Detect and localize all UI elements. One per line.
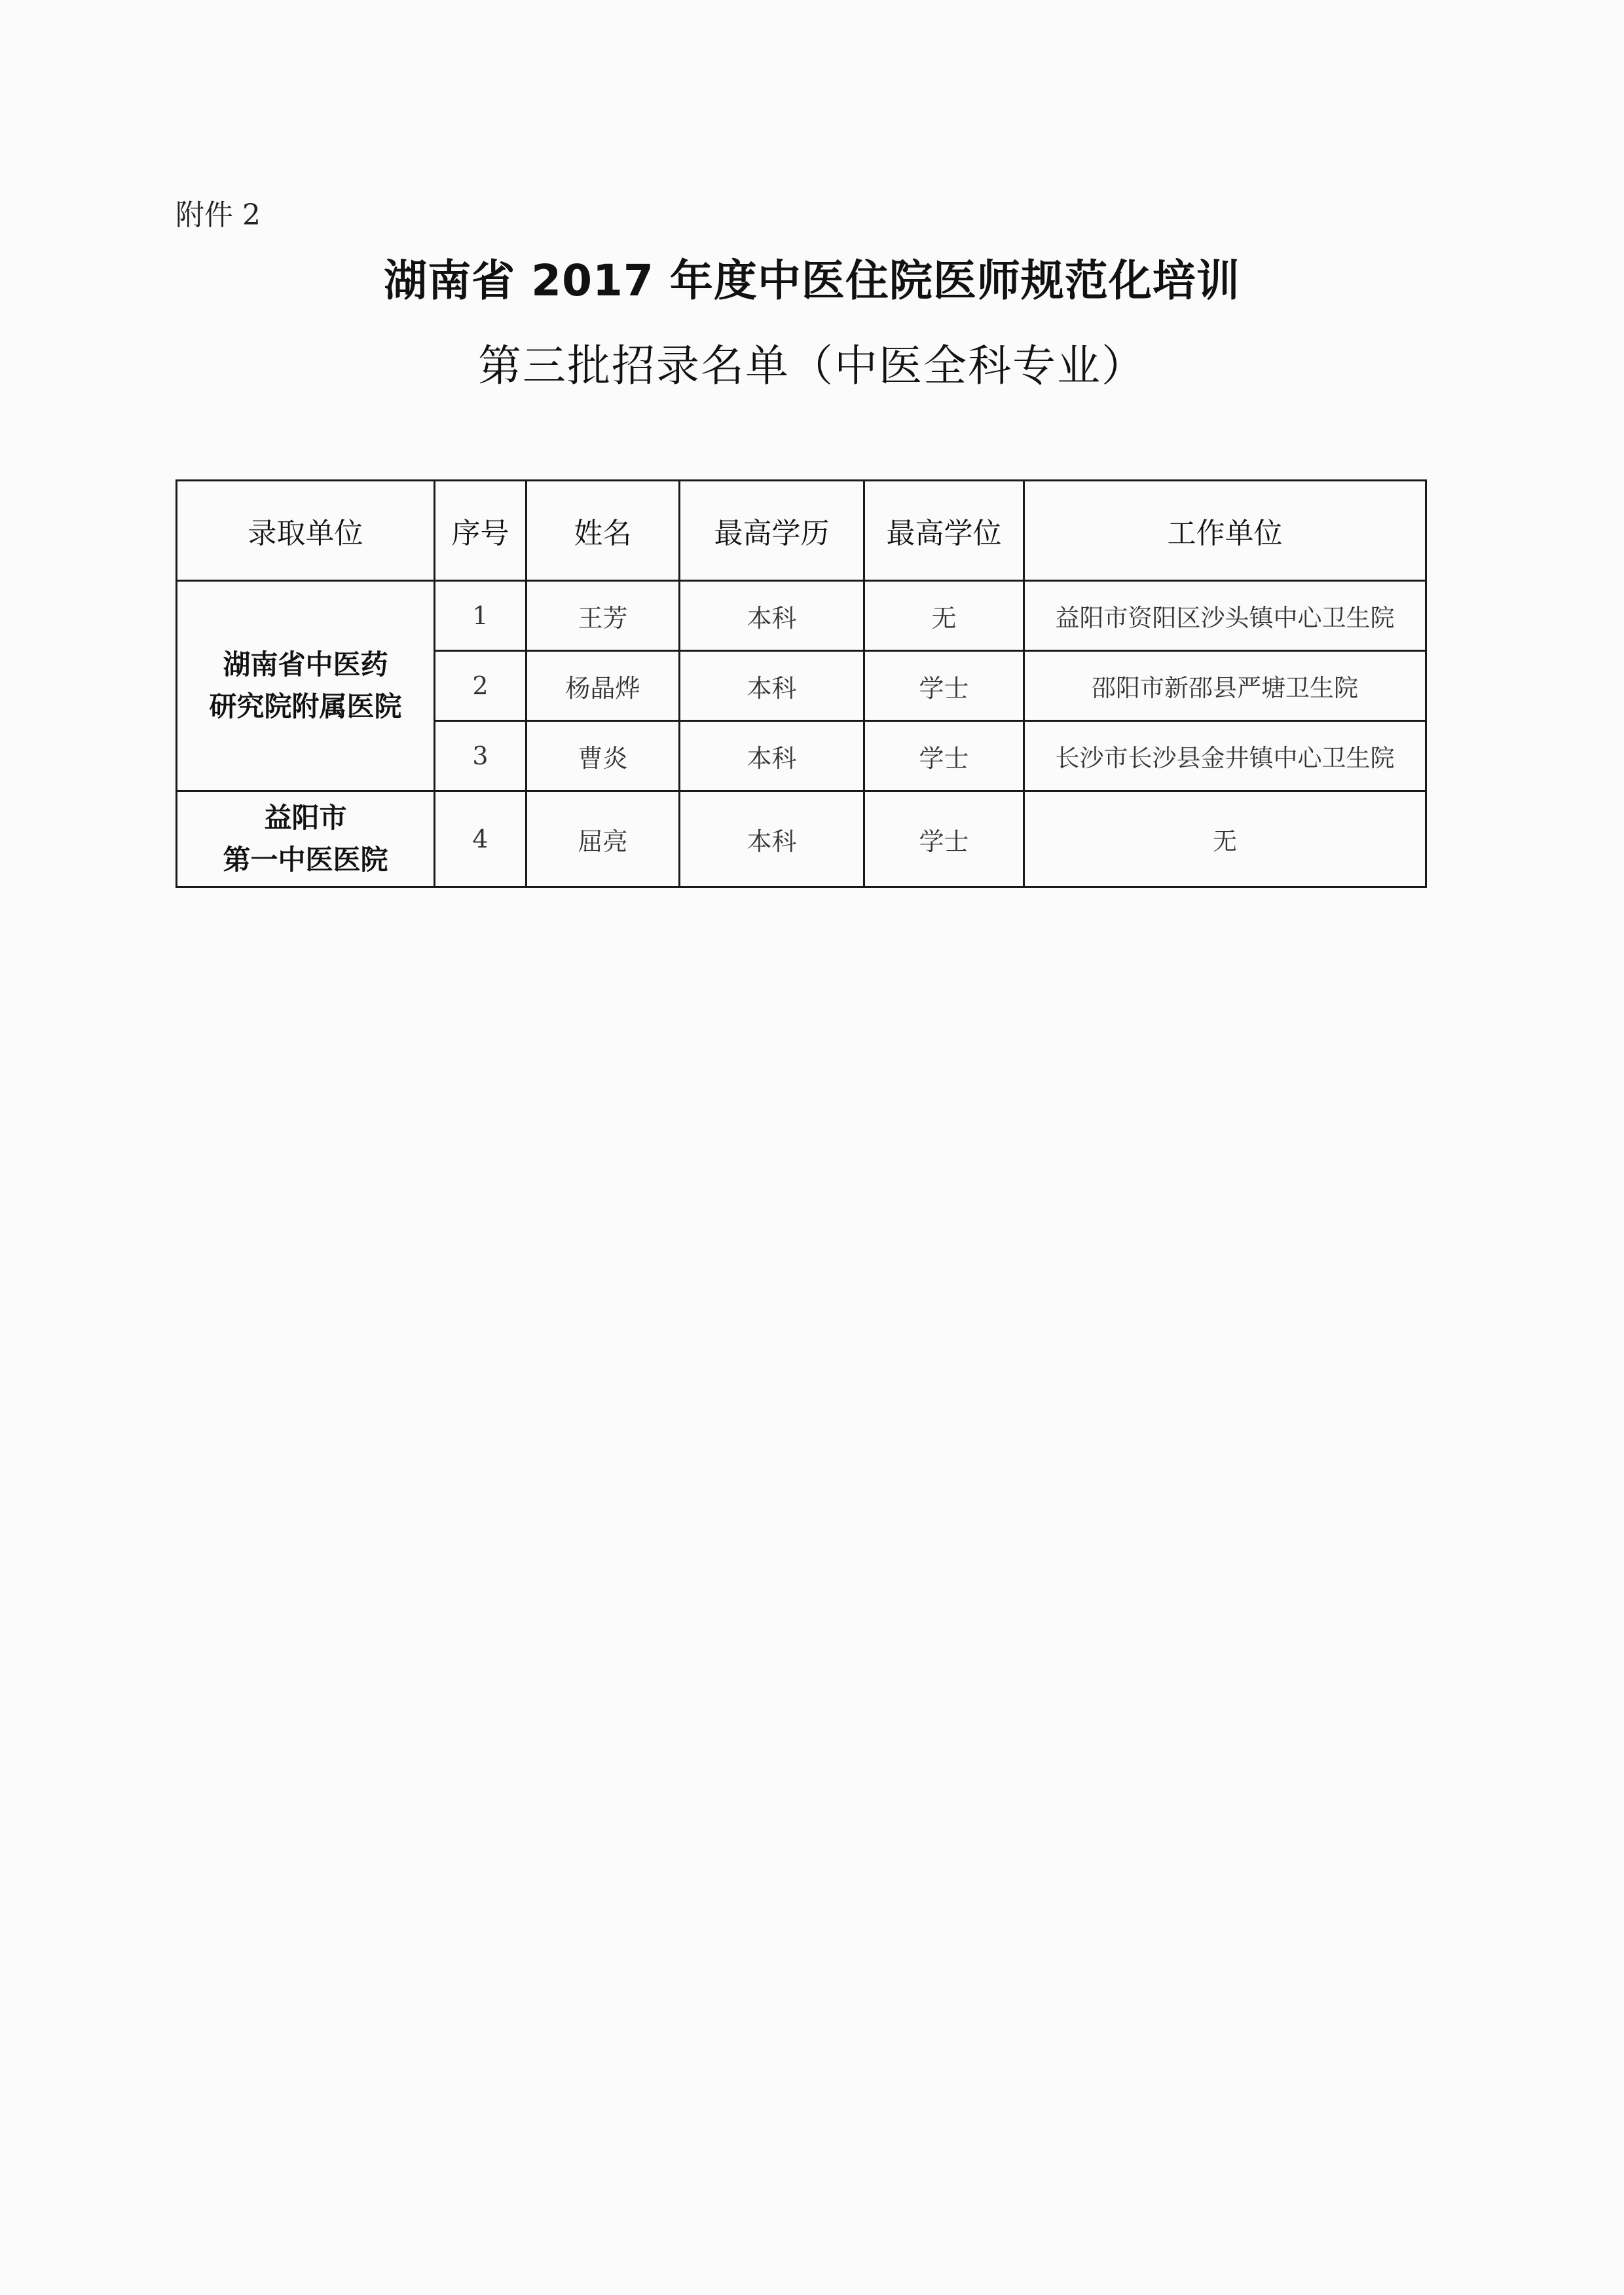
education-cell: 本科 <box>680 651 864 721</box>
name-cell: 屈亮 <box>526 791 680 887</box>
unit-name-line2: 研究院附属医院 <box>209 690 402 722</box>
degree-cell: 无 <box>864 581 1024 651</box>
serial-no-cell: 3 <box>435 721 526 791</box>
header-admitting-unit: 录取单位 <box>177 481 435 581</box>
unit-name-line1: 益阳市 <box>264 802 347 834</box>
workplace-cell: 邵阳市新邵县严塘卫生院 <box>1024 651 1426 721</box>
name-cell: 杨晶烨 <box>526 651 680 721</box>
workplace-cell: 长沙市长沙县金井镇中心卫生院 <box>1024 721 1426 791</box>
header-education: 最高学历 <box>680 481 864 581</box>
document-title-line2: 第三批招录名单（中医全科专业） <box>478 341 1146 391</box>
serial-no-cell: 1 <box>435 581 526 651</box>
unit-name-line1: 湖南省中医药 <box>223 648 388 681</box>
header-name: 姓名 <box>526 481 680 581</box>
degree-cell: 学士 <box>864 651 1024 721</box>
degree-cell: 学士 <box>864 791 1024 887</box>
table-row <box>177 581 1426 651</box>
table-row <box>177 791 1426 887</box>
workplace-cell: 无 <box>1024 791 1426 887</box>
unit-name-line2: 第一中医医院 <box>223 844 388 876</box>
serial-no-cell: 2 <box>435 651 526 721</box>
education-cell: 本科 <box>680 721 864 791</box>
header-workplace: 工作单位 <box>1024 481 1426 581</box>
workplace-cell: 益阳市资阳区沙头镇中心卫生院 <box>1024 581 1426 651</box>
serial-no-cell: 4 <box>435 791 526 887</box>
admission-roster-table <box>175 479 1427 888</box>
table-header-row <box>177 481 1426 581</box>
education-cell: 本科 <box>680 791 864 887</box>
header-degree: 最高学位 <box>864 481 1024 581</box>
attachment-label: 附件 2 <box>175 198 261 232</box>
name-cell: 曹炎 <box>526 721 680 791</box>
document-title-line1: 湖南省 2017 年度中医住院医师规范化培训 <box>384 255 1240 306</box>
admitting-unit-cell <box>177 791 435 887</box>
degree-cell: 学士 <box>864 721 1024 791</box>
name-cell: 王芳 <box>526 581 680 651</box>
admitting-unit-cell <box>177 581 435 791</box>
education-cell: 本科 <box>680 581 864 651</box>
header-serial-no: 序号 <box>435 481 526 581</box>
